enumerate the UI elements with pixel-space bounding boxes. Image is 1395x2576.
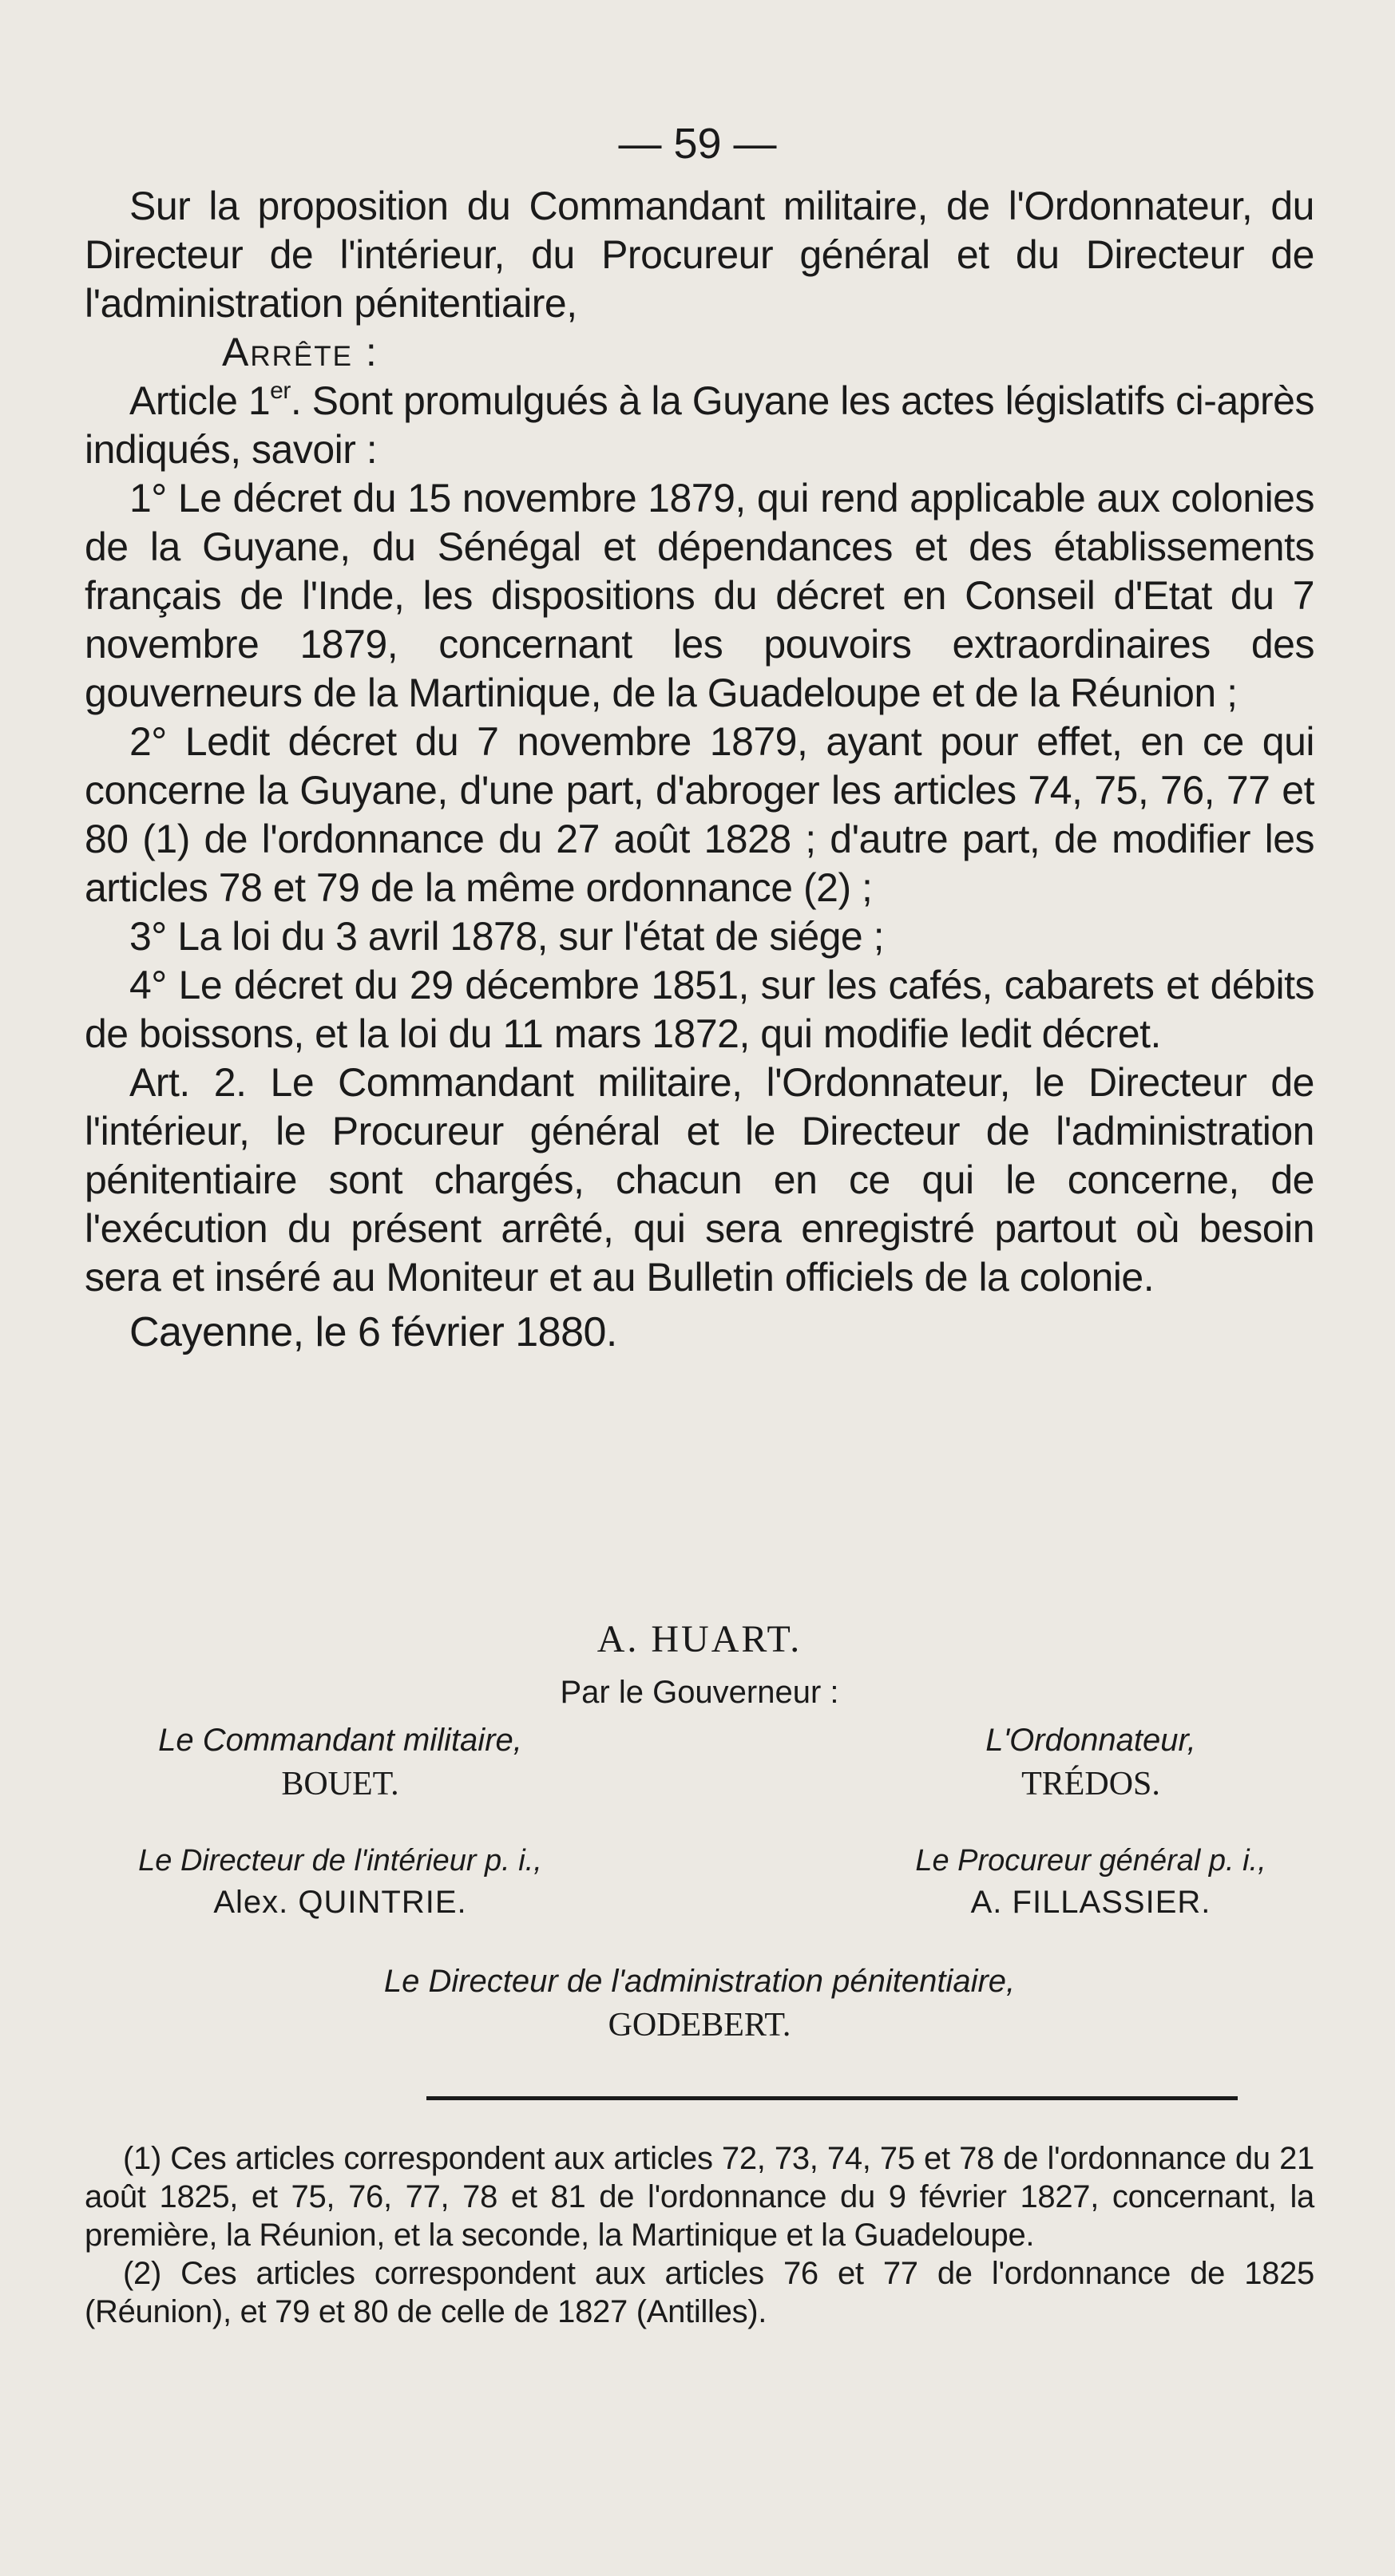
- footnote-divider: [426, 2096, 1238, 2100]
- preamble-paragraph: Sur la proposition du Commandant militaire, de l'Ordonnateur, du Directeur de l'intérieur, du Procureur général et du Directeur de l'administration pénitentiaire,: [85, 184, 1314, 326]
- item-4: 4° Le décret du 29 décembre 1851, sur les cafés, cabarets et débits de boissons, et la loi du 11 mars 1872, qui modifie ledit décret.: [85, 963, 1314, 1056]
- directeur-administration-name: GODEBERT.: [608, 2007, 791, 2044]
- procureur-block: [867, 1844, 1314, 1921]
- directeur-interieur-block: [85, 1844, 596, 1921]
- commandant-block: [85, 1723, 596, 1803]
- item-3: 3° La loi du 3 avril 1878, sur l'état de siége ;: [129, 914, 885, 959]
- ordonnateur-title: L'Ordonnateur,: [985, 1723, 1196, 1758]
- date-line: Cayenne, le 6 février 1880.: [129, 1309, 617, 1355]
- item-1: 1° Le décret du 15 novembre 1879, qui rend applicable aux colonies de la Guyane, du Sénégal et dépendances et des établissements français de l'Inde, les dispositions du décret en Conseil d'Etat du 7 novembre 1879, concernant les pouvoirs extraordinaires des gouverneurs de la Martinique, de la Guadeloupe et de la Réunion ;: [85, 476, 1314, 715]
- commandant-title: Le Commandant militaire,: [158, 1723, 522, 1758]
- par-le-gouverneur: Par le Gouverneur :: [560, 1675, 839, 1710]
- procureur-name: A. FILLASSIER.: [970, 1885, 1211, 1920]
- article-1-lead: Article 1: [129, 378, 271, 423]
- article-1: [85, 377, 1314, 474]
- directeur-administration-block: [85, 1964, 1314, 2044]
- item-2: 2° Ledit décret du 7 novembre 1879, ayant pour effet, en ce qui concerne la Guyane, d'une part, d'abroger les articles 74, 75, 76, 77 et 80 (1) de l'ordonnance du 27 août 1828 ; d'autre part, de modifier les articles 78 et 79 de la même ordonnance (2) ;: [85, 719, 1314, 910]
- directeur-interieur-title: Le Directeur de l'intérieur p. i.,: [138, 1844, 542, 1878]
- signature-row-1: [85, 1723, 1314, 1803]
- directeur-interieur-name: Alex. QUINTRIE.: [213, 1885, 467, 1920]
- footnote-2: (2) Ces articles correspondent aux articles 76 et 77 de l'ordonnance de 1825 (Réunion), et 79 et 80 de celle de 1827 (Antilles).: [85, 2256, 1314, 2329]
- footnotes: [85, 2139, 1314, 2331]
- decree-body: [85, 182, 1314, 1357]
- commandant-name: BOUET.: [281, 1766, 399, 1802]
- arrete-heading: Arrête :: [222, 330, 378, 374]
- article-1-text: . Sont promulgués à la Guyane les actes législatifs ci-après indiqués, savoir :: [85, 378, 1314, 472]
- procureur-title: Le Procureur général p. i.,: [915, 1844, 1266, 1878]
- governor-signature: A. HUART.: [596, 1618, 803, 1660]
- footnote-1: (1) Ces articles correspondent aux articles 72, 73, 74, 75 et 78 de l'ordonnance du 21 août 1825, et 75, 76, 77, 78 et 81 de l'ordonnance du 9 février 1827, concernant, la première, la Réunion, et la seconde, la Martinique et la Guadeloupe.: [85, 2141, 1314, 2253]
- article-1-superscript: er: [270, 378, 291, 404]
- ordonnateur-name: TRÉDOS.: [1021, 1766, 1160, 1802]
- signature-row-2: [85, 1844, 1314, 1921]
- directeur-administration-title: Le Directeur de l'administration pénitentiaire,: [383, 1964, 1016, 1999]
- page-number: — 59 —: [618, 120, 777, 168]
- article-2: Art. 2. Le Commandant militaire, l'Ordonnateur, le Directeur de l'intérieur, le Procureur général et le Directeur de l'administration pénitentiaire sont chargés, chacun en ce qui le concerne, de l'exécution du présent arrêté, qui sera enregistré partout où besoin sera et inséré au Moniteur et au Bulletin officiels de la colonie.: [85, 1060, 1314, 1300]
- ordonnateur-block: [867, 1723, 1314, 1803]
